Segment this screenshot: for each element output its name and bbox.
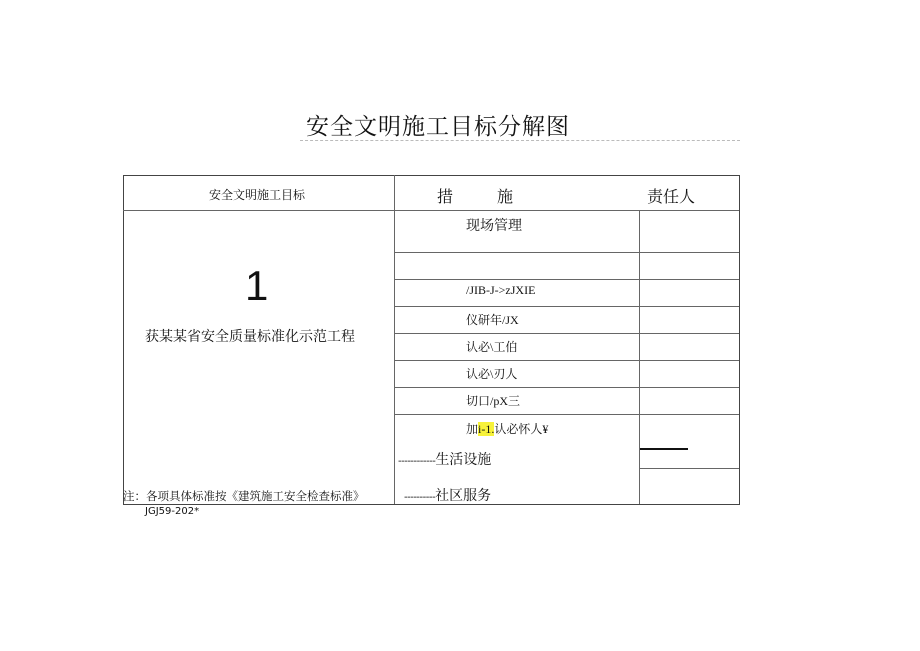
row-divider [394, 306, 739, 307]
measure-item: 认必\刃人 [466, 367, 518, 381]
measure-item-community [404, 485, 491, 505]
leader-dashes: ---------- [404, 492, 436, 503]
note-line-1: 注：各项具体标准按《建筑施工安全检查标准》 [123, 489, 365, 503]
goal-number: 1 [245, 262, 269, 309]
header-divider [123, 210, 739, 211]
header-goal: 安全文明施工目标 [209, 188, 306, 202]
goal-text: 获某某省安全质量标准化示范工程 [145, 329, 355, 345]
header-responsible: 责任人 [647, 187, 696, 206]
measure-item-label: 生活设施 [435, 452, 492, 468]
row-divider [394, 387, 739, 388]
measure-item-living [398, 449, 491, 469]
note-line-2: JGJ59-202* [145, 506, 200, 517]
page-title: 安全文明施工目标分解图 [306, 114, 570, 140]
row-divider [394, 279, 739, 280]
measure-item: 现场管理 [466, 218, 522, 234]
measure-item: /JIB-J->zJXIE [466, 283, 536, 297]
row-divider [394, 333, 739, 334]
highlight-mark: i-1. [478, 422, 495, 436]
leader-dashes: ------------ [398, 456, 436, 467]
title-divider [300, 140, 740, 141]
header-measure-char1: 措 [437, 187, 454, 206]
header-measure-char2: 施 [497, 187, 514, 206]
measure-item: 切口/pX三 [466, 394, 521, 408]
row-divider [394, 252, 739, 253]
measure-item [466, 420, 548, 437]
measure-item-label: 社区服务 [435, 488, 492, 504]
measure-item-suffix: 认必怀人¥ [494, 422, 549, 436]
column-divider-goal [394, 175, 395, 504]
row-divider [394, 414, 739, 415]
measure-item: 认必\工伯 [466, 340, 518, 354]
measure-item-prefix: 加 [466, 422, 479, 436]
bold-rule [640, 448, 688, 450]
row-divider [639, 468, 739, 469]
measure-item: 仪研年/JX [466, 313, 519, 327]
column-divider-responsible [639, 210, 640, 504]
row-divider [394, 360, 739, 361]
